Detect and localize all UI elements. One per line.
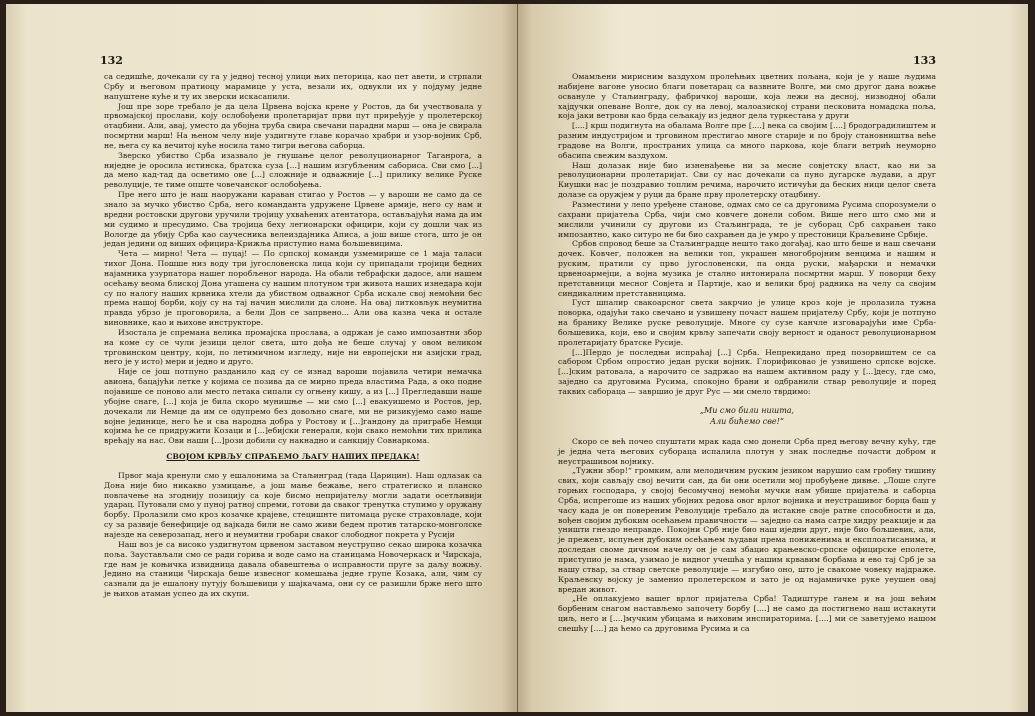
- paragraph: Првог маја кренули смо у ешалонима за Стаљинград (тада Царицин). Наш одлазак са Дона није био никакво узмицање, а још мање бежање, него стратегиско и планско повлачење на згоднију позицију са које бисмо непријатељу могли задати осетљивији ударац. Путовали смо у пуној ратној спреми, готови да сваког тренутка ступимо у оружану борбу. Пролазили смо кроз козачке крајеве, стецишнте питомаца руске страховладе, који су за развије бенефиције од вајкада били не само живи бедем против татарско-монголске најезде на северозапад, него и неумитни гробари сваког слободног покрета у Русији: [104, 470, 482, 539]
- paragraph: [....] крш подигнута на обалама Волге пре [....] века са својим [....] бродоградилиштем и разним индустријом и трговином престигао многе старије и по броју становништва веће градове на Волги, пространих улица са много паркова, које благи ветрић неуморно обасипа свежим ваздухом.: [558, 121, 936, 160]
- page-number: 133: [913, 54, 936, 67]
- paragraph: Наш долазак није био изненађење ни за месне совјетску власт, као ни за револуционарни пролетаријат. Сви су нас дочекали са пуно дугарске људави, а друг Киушки нас је поздравио топлим речима, нарочито истичући да беских ници целог света долазе са оружјем у руци да бране прву пролетерску отаџбину.: [558, 160, 936, 200]
- quote-line: Али бићемо све!“: [710, 416, 784, 426]
- paragraph: „Тужни збор!“ громким, али мелодичним руским језиком нарушио сам гробну тишину свих, који сављају свој вечити сан, да би они осетили мој пробуђене дивње. „Лоше слуге горњих господара, у својој бесомучној немоћи мучки нам убише пријатеља и саборца Срба, испрегоше из наших убојних редова овог врлог војника и неустрашивог борца баш у часу када је он повереним Револуције требало да истакне своје ратне способности и да, вођен својим дубоким осећањем правичности — заједно са нама сатре хидру реакције и да уништи гнездо неправде. Покојни Срб није био наш иједни друг, није био бољшевик, али, је прежевт, испуњен дубоким осећањем људави према пониженима и експлоатисанима, и доследан своме дичном начелу он је сам збацио крањевско-српске официрске еполете, приступио је нама, узимао је видног учешћа у нашим крвавим борбама и ево тај Срб је за нашу ствар, за ствар светске револуције — изгубио оно, што је свакоме човеку најдраже. Краљевску војску је заменио пролетерском и зато је од најамничке руке уеушен овај вредан живот.: [558, 466, 936, 594]
- paragraph: Омамљени мирисним ваздухом пролећњих цветних пољана, који је у наше људима набијене вагоне уносио благи поветарац са вазвните Волге, ми смо другог дана вожње освануле у Стаљинграду, фабричкој вароши, која лежи на десној, низводној обали хајдучки опеване Волге, док су на левој, малоазиској страни песковита номадска поља, која јаки ветрови као брда сељакају из једног дела туркестана у други: [558, 72, 936, 121]
- quote: [558, 405, 936, 427]
- paragraph: Скоро се већ почео спуштати мрак када смо донели Срба пред његову вечну кућу, где је једна чета његових субораца испалила плотун у знак последње почасти добром и неустрашивом војнику.: [558, 436, 936, 466]
- paragraph: Србов спровод беше за Стаљинградце нешто тако догађај, као што беше и наш свечани дочек. Ковчег, положен на велики топ, украшен многобројним венцима и нашим и руским, пратили су прво југословенски, па онда руски, мађарски и немачки црвеноармејци, а војна музика је стално интонирала посмртни марш. У поворци беху претставници месног Совјета и Партије, као и велики број радника на челу са својим синдикалним претставницима.: [558, 239, 936, 298]
- paragraph: Није се још потпуно разданило кад су се изнад вароши појавила четири немачка авиона, бацајући летке у којима се позива да се мирно преда властима Рада, а око подне појавише се поново али место летака сипали су огњену кишу, а из [...] Прегледавши наше убојне снаге, [...] која је била скоро мунишње — ми смо [...] евакуишемо и Ростов, јер, дочекали ли Немце да им се одупремо без довољно снаге, ми не ризикујемо само наше војне јединице, него ће и сва народна добра у Ростову и [...]гандону да приграбе Немци којима ће се придружити Козаци и [...]ебијски генерали, који свако немоћни тих прилика врећају на нас. Ови наши [...]рози добили су накнадно и санкцију Совнаркома.: [104, 367, 482, 446]
- paragraph: Зверско убиство Срба изазвало је гнушање целог револуционарног Таганрога, а ниједне је оросила истинска, братска суза [...] нашим изгубљеним сабориса. Сви смо [...] да мено кад-тад да осветимо ове [...] сложније и одважније [...] прилику велике Руске револуције, те тиме опште човечанског ослобођења.: [104, 150, 482, 190]
- paragraph: Густ шпалир свакоарсног света закрчио је улице кроз које је пролазила тужна поворка, одајући тако свечано и узвишену почаст нашем пријатељу Србу, који је потпуно на бранику Велике руске револуције. Многе су сузе канчле изговарајући име Срба-бољшевика, који, ево и својим крвљу запечати своју верност и оданост револуционарном пролетаријату братске Русије.: [558, 298, 936, 347]
- page-text: [558, 72, 936, 634]
- page-number: 132: [100, 54, 123, 67]
- book-gutter: [517, 4, 518, 712]
- right-page: [517, 4, 1028, 712]
- page-text: [104, 72, 482, 599]
- paragraph: са седишће, дочекали су га у једној тесној улици њих петорица, као пет авети, и стрпали Србу и његовом пратиоцу марамице у уста, везали их, одвукли их у појдуму једне напуштене куће и ту их зверски искасапили.: [104, 72, 482, 101]
- paragraph: Наш воз је са високо уздигнутом црвеном заставом неуструпно секао широка козачка поља. Заустављали смо се ради горива и воде само на станицама Новочеркаск и Чирскаја, где нам је коњичка извидница давала обавештења о исправности пруге за даљу вожњу. Једино на станици Чирскаја беше извесног комешања једне групе Козака, али, чим су сазнали да је ешалону путују бољшевици у шајкачама, они су се разишли брже него што је њихов атаман успео да их скупи.: [104, 539, 482, 599]
- paragraph: Још пре зоре требало је да цела Црвена војска крене у Ростов, да би учествовала у првомајској прослави, коју ослобођени пролетаријат први пут приређује у пролетерској отаџбини. Али, авај, уместо да убојна труба свира свечани парадни марш — она је свирала посмртни марш! На њеном челу није уздигнуте главе корачао храбри и узор-војник Срб, не, њега су ка вечитој куће носила тамо тигри његова саборца.: [104, 101, 482, 150]
- paragraph: Пре него што је наш наоружани караван стигао у Ростов — у вароши не само да се знало за мучко убиство Срба, него команданта удружене Црвене армије, него су нам и вредни ростовски другови уручили тројицу ухваћених атентатора, остављајући нама да им ми судимо и пресудимо. Сва тројица беху легионарски официри, који су дошли чак из Вологде да убију Срба као саучесника велеиздајника Аписа, а још више стога, што је он један једини од виших официра-Крижља приступио нама бољшевицима.: [104, 190, 482, 249]
- book-spread: [6, 4, 1029, 712]
- section-heading: СВОЈОМ КРВЉУ СПРАЋЕМО ЉАГУ НАШИХ ПРЕДАКА!: [166, 452, 420, 462]
- paragraph: Изостала је спремана велика промајска прослава, а одржан је само импозантни збор на коме су се чули језици целог света, што дођа не беше случај у овом великом трговинском центру, који, по летимичном изгледу, није ни европејски ни азијски град, него је у исто) мери и једно и друго.: [104, 327, 482, 367]
- paragraph: Чета — мирно! Чета — пуцај! — По српској команди узмемирише се 1 маја таласи тихог Дона. Пошше низ воду три југословенска лица који су припадали тројици бедних најамника узурпатора нашег поробљеног народа. На обали тебрафски дадосе, али нашем осећању веома блиској Дона угашена су нашим плотуном три живота наших изнедара који су по налогу наших крвника хтели да убиством одважног Срба искале свој немоћни бес према нашој борби, коју су на тај начин мислили да слоне. На овај литковљук неумитна правда убрзо је проговорила, а бели Дон се запрвено... Али ова казна чека и остале виновнике, као и њихове инструкторе.: [104, 249, 482, 328]
- quote-line: „Ми смо били ништа,: [699, 405, 795, 415]
- left-page: [6, 4, 517, 712]
- paragraph: [...]Пердо је последњи испраћај [...] Срба. Непрекидано пред позорвиштем се са сабором Србом опростио један руски војник. Глорификовао је узвишено српске војске. [...]ским ратовала, а нарочито се задржао на нашем активном раду у [...]десу, где смо, заједно са друговима Русима, спокојно брани и одбранили ствар револуције и поред таквих сабораца — завршио је друг Рус — ми смело тврдимо:: [558, 347, 936, 396]
- paragraph: „Не оплакујемо вашег врлог пријатеља Срба! Тадиштуре ганем и на још већим борбеним снагом настављемо започету борбу [....] не само да постигнемо наш истакнути циљ, него и [....]мучким убицама и њиховим инспираторима. [....] ми се заветујемо нашом свешћу [....] да ћемо са друговима Русима и са: [558, 594, 936, 633]
- paragraph: Разместини у лепо уређене станове, одмах смо се са друговима Русима спорозумели о сахрани пријатеља Срба, чији смо ковчеге донели собом. Више него што смо ми и мислили учинили су другови из Стаљинграда, те је суборац Срб сахрањен тако импозантно, како ситуро не би био сахрањен да је умро у престоници Краљевине Србије.: [558, 199, 936, 239]
